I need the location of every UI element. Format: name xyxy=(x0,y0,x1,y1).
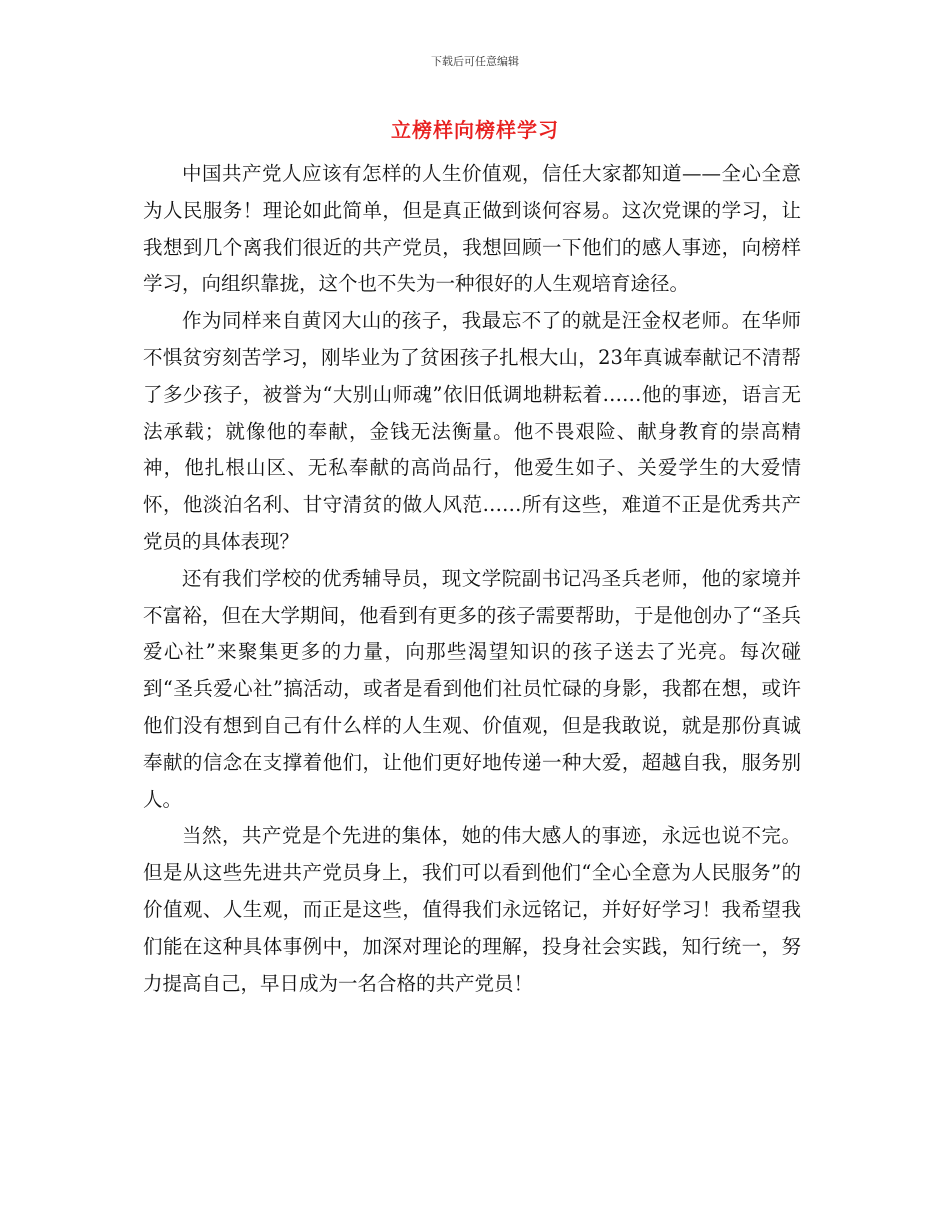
paragraph-2: 作为同样来自黄冈大山的孩子，我最忘不了的就是汪金权老师。在华师不惧贫穷刻苦学习，刚毕业为了贫困孩子扎根大山，23年真诚奉献记不清帮了多少孩子，被誉为“大别山师魂”依旧低调地耕耘着……他的事迹，语言无法承载；就像他的奉献，金钱无法衡量。他不畏艰险、献身教育的崇高精神，他扎根山区、无私奉献的高尚品行，他爱生如子、关爱学生的大爱情怀，他淡泊名利、甘守清贫的做人风范……所有这些，难道不正是优秀共产党员的具体表现？ xyxy=(143,309,801,553)
paragraph-1: 中国共产党人应该有怎样的人生价值观，信任大家都知道——全心全意为人民服务！理论如此简单，但是真正做到谈何容易。这次党课的学习，让我想到几个离我们很近的共产党员，我想回顾一下他们的感人事迹，向榜样学习，向组织靠拢，这个也不失为一种很好的人生观培育途径。 xyxy=(143,162,801,296)
document-title: 立榜样向榜样学习 xyxy=(391,118,559,142)
paragraph-4: 当然，共产党是个先进的集体，她的伟大感人的事迹，永远也说不完。但是从这些先进共产党员身上，我们可以看到他们“全心全意为人民服务”的价值观、人生观，而正是这些，值得我们永远铭记，并好好学习！我希望我们能在这种具体事例中，加深对理论的理解，投身社会实践，知行统一，努力提高自己，早日成为一名合格的共产党员！ xyxy=(143,824,801,995)
paragraph-3: 还有我们学校的优秀辅导员，现文学院副书记冯圣兵老师，他的家境并不富裕，但在大学期间，他看到有更多的孩子需要帮助，于是他创办了“圣兵爱心社”来聚集更多的力量，向那些渴望知识的孩子送去了光亮。每次碰到“圣兵爱心社”搞活动，或者是看到他们社员忙碌的身影，我都在想，或许他们没有想到自己有什么样的人生观、价值观，但是我敢说，就是那份真诚奉献的信念在支撑着他们，让他们更好地传递一种大爱，超越自我，服务别人。 xyxy=(143,566,801,811)
document-body xyxy=(143,156,801,1002)
page-header-note: 下载后可任意编辑 xyxy=(431,55,519,68)
